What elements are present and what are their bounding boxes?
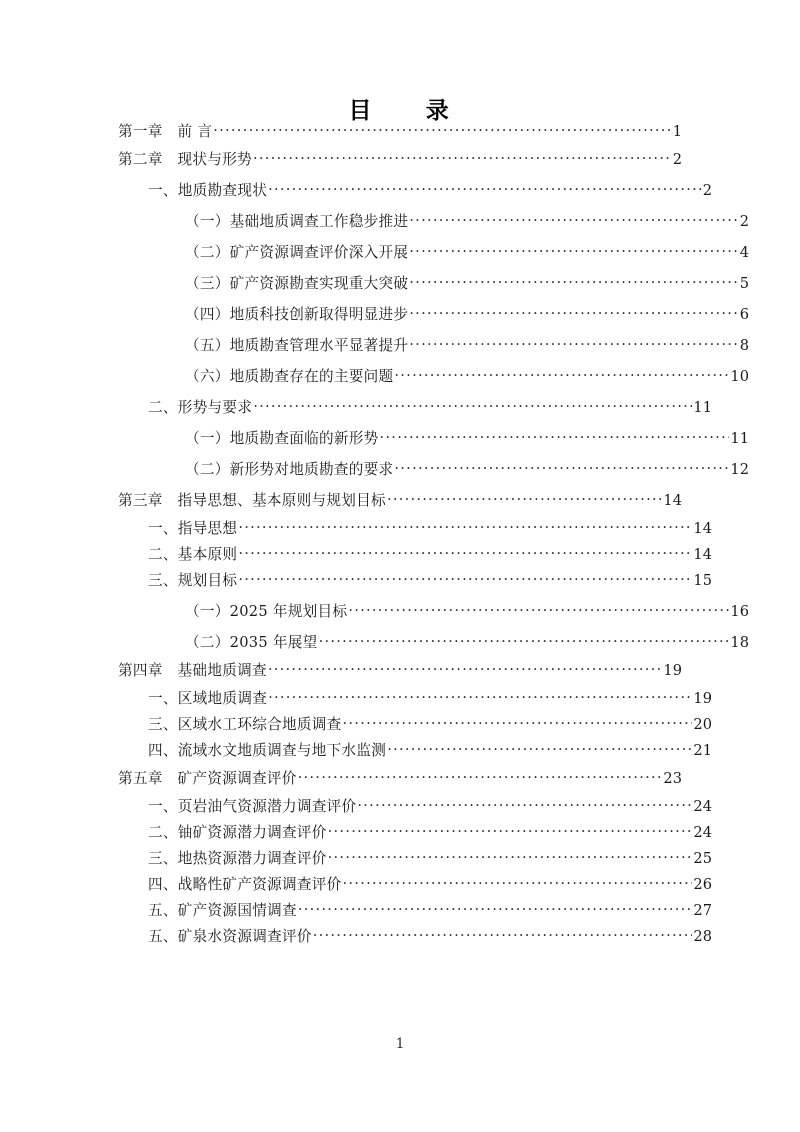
toc-dot-leader xyxy=(394,366,729,381)
toc-entry-label: （二）新形势对地质勘查的要求 xyxy=(185,461,394,478)
toc-dot-leader xyxy=(238,570,692,585)
toc-dot-leader xyxy=(268,688,692,703)
toc-entry[interactable] xyxy=(118,739,712,767)
toc-dot-leader xyxy=(253,149,672,164)
toc-entry-page-number: 2 xyxy=(672,151,682,168)
toc-entry[interactable] xyxy=(118,365,749,396)
toc-entry-page-number: 8 xyxy=(739,337,749,354)
toc-entry-label: 第三章 指导思想、基本原则与规划目标 xyxy=(118,492,386,509)
toc-entry-label: 一、页岩油气资源潜力调查评价 xyxy=(148,798,357,815)
toc-entry[interactable] xyxy=(118,489,682,517)
toc-dot-leader xyxy=(409,335,738,350)
toc-entry-label: 第二章 现状与形势 xyxy=(118,151,252,168)
toc-entry-label: 三、规划目标 xyxy=(148,572,238,589)
footer-page-number: 1 xyxy=(395,1036,405,1052)
toc-entry[interactable] xyxy=(118,303,749,334)
toc-entry-page-number: 25 xyxy=(693,850,712,867)
toc-entry-label: （六）地质勘查存在的主要问题 xyxy=(185,368,394,385)
toc-entry-page-number: 21 xyxy=(693,742,712,759)
toc-entry[interactable] xyxy=(118,458,749,489)
toc-entry-label: 二、形势与要求 xyxy=(148,399,253,416)
toc-entry-label: （四）地质科技创新取得明显进步 xyxy=(185,306,409,323)
toc-entry[interactable] xyxy=(118,427,749,458)
toc-dot-leader xyxy=(409,304,738,319)
toc-entry-page-number: 28 xyxy=(693,928,712,945)
toc-entry[interactable] xyxy=(118,396,712,427)
toc-entry[interactable] xyxy=(118,631,749,659)
toc-entry-page-number: 14 xyxy=(693,520,712,537)
toc-entry-page-number: 14 xyxy=(663,492,682,509)
toc-entry[interactable] xyxy=(118,873,712,899)
toc-entry-label: 一、指导思想 xyxy=(148,520,238,537)
toc-entry-label: （一）2025 年规划目标 xyxy=(185,603,348,620)
toc-entry-page-number: 14 xyxy=(693,546,712,563)
table-of-contents xyxy=(118,120,749,951)
toc-dot-leader xyxy=(394,459,729,474)
toc-dot-leader xyxy=(343,714,693,729)
toc-dot-leader xyxy=(387,740,692,755)
toc-entry-label: 三、地热资源潜力调查评价 xyxy=(148,850,327,867)
toc-entry-label: （一）基础地质调查工作稳步推进 xyxy=(185,213,409,230)
toc-entry-page-number: 26 xyxy=(693,876,712,893)
toc-entry-label: 四、流域水文地质调查与地下水监测 xyxy=(148,742,387,759)
toc-entry[interactable] xyxy=(118,543,712,569)
toc-entry[interactable] xyxy=(118,847,712,873)
toc-entry-label: 第五章 矿产资源调查评价 xyxy=(118,770,297,787)
toc-dot-leader xyxy=(268,180,702,195)
toc-entry[interactable] xyxy=(118,659,682,687)
toc-entry[interactable] xyxy=(118,600,749,631)
toc-entry[interactable] xyxy=(118,569,712,600)
toc-entry[interactable] xyxy=(118,925,712,951)
toc-entry[interactable] xyxy=(118,179,712,210)
toc-entry[interactable] xyxy=(118,899,712,925)
toc-dot-leader xyxy=(238,544,692,559)
toc-dot-leader xyxy=(409,242,738,257)
toc-dot-leader xyxy=(380,428,730,443)
toc-dot-leader xyxy=(328,822,693,837)
toc-dot-leader xyxy=(328,848,693,863)
toc-dot-leader xyxy=(387,490,662,505)
toc-entry-label: 第四章 基础地质调查 xyxy=(118,662,267,679)
toc-entry-page-number: 10 xyxy=(730,368,749,385)
toc-entry-label: （二）矿产资源调查评价深入开展 xyxy=(185,244,409,261)
toc-entry[interactable] xyxy=(118,821,712,847)
toc-entry-label: 第一章 前 言 xyxy=(118,123,213,140)
toc-entry-label: 一、区域地质调查 xyxy=(148,690,268,707)
toc-entry[interactable] xyxy=(118,148,682,179)
toc-dot-leader xyxy=(348,601,729,616)
toc-entry-label: 二、基本原则 xyxy=(148,546,238,563)
toc-dot-leader xyxy=(409,211,738,226)
toc-entry[interactable] xyxy=(118,210,749,241)
toc-entry-label: （五）地质勘查管理水平显著提升 xyxy=(185,337,409,354)
toc-entry-page-number: 15 xyxy=(693,572,712,589)
toc-entry-page-number: 5 xyxy=(739,275,749,292)
toc-entry-page-number: 11 xyxy=(730,430,749,447)
toc-entry[interactable] xyxy=(118,687,712,713)
toc-entry-label: （二）2035 年展望 xyxy=(185,634,318,651)
toc-entry[interactable] xyxy=(118,517,712,543)
toc-entry-page-number: 19 xyxy=(693,690,712,707)
toc-entry-page-number: 2 xyxy=(702,182,712,199)
toc-entry-page-number: 18 xyxy=(730,634,749,651)
toc-dot-leader xyxy=(343,874,693,889)
toc-entry-page-number: 16 xyxy=(730,603,749,620)
toc-entry[interactable] xyxy=(118,795,712,821)
toc-entry-label: （一）地质勘查面临的新形势 xyxy=(185,430,379,447)
page-title: 目 录 xyxy=(348,97,452,124)
toc-entry-page-number: 2 xyxy=(739,213,749,230)
toc-entry-page-number: 20 xyxy=(693,716,712,733)
toc-entry[interactable] xyxy=(118,241,749,272)
toc-dot-leader xyxy=(238,518,692,533)
toc-dot-leader xyxy=(313,926,693,941)
toc-entry[interactable] xyxy=(118,272,749,303)
toc-entry-label: 二、铀矿资源潜力调查评价 xyxy=(148,824,327,841)
toc-entry-page-number: 1 xyxy=(672,123,682,140)
toc-dot-leader xyxy=(409,273,738,288)
toc-entry[interactable] xyxy=(118,120,682,148)
toc-entry-page-number: 27 xyxy=(693,902,712,919)
toc-dot-leader xyxy=(298,768,663,783)
toc-dot-leader xyxy=(268,660,663,675)
toc-entry-label: 五、矿泉水资源调查评价 xyxy=(148,928,312,945)
toc-entry-page-number: 12 xyxy=(730,461,749,478)
toc-entry-page-number: 4 xyxy=(739,244,749,261)
toc-dot-leader xyxy=(357,796,692,811)
toc-entry-page-number: 11 xyxy=(693,399,712,416)
toc-entry-page-number: 6 xyxy=(739,306,749,323)
toc-dot-leader xyxy=(319,632,730,647)
toc-entry-label: 一、地质勘查现状 xyxy=(148,182,268,199)
toc-dot-leader xyxy=(213,121,671,136)
toc-entry-page-number: 24 xyxy=(693,798,712,815)
toc-entry-label: 四、战略性矿产资源调查评价 xyxy=(148,876,342,893)
toc-dot-leader xyxy=(298,900,693,915)
toc-entry[interactable] xyxy=(118,713,712,739)
toc-entry-page-number: 19 xyxy=(663,662,682,679)
toc-dot-leader xyxy=(253,397,692,412)
toc-entry-label: 五、矿产资源国情调查 xyxy=(148,902,297,919)
toc-entry[interactable] xyxy=(118,767,682,795)
toc-entry-label: 三、区域水工环综合地质调查 xyxy=(148,716,342,733)
toc-entry-label: （三）矿产资源勘查实现重大突破 xyxy=(185,275,409,292)
toc-entry-page-number: 24 xyxy=(693,824,712,841)
toc-entry-page-number: 23 xyxy=(663,770,682,787)
toc-entry[interactable] xyxy=(118,334,749,365)
